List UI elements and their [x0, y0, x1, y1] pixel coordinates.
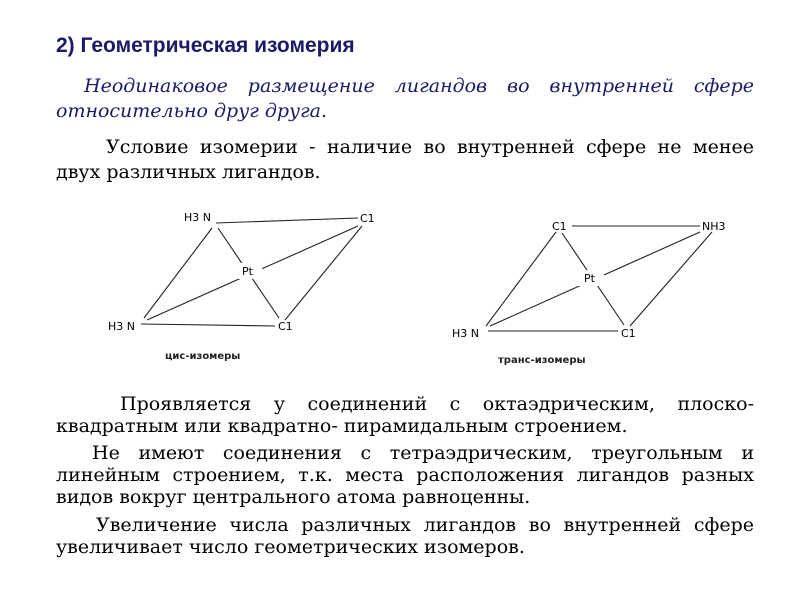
trans-ligand-bottom-left: H3 N	[452, 327, 479, 340]
cis-central-atom: Pt	[242, 265, 253, 278]
trans-central-atom: Pt	[584, 272, 595, 285]
trans-ligand-bottom-right: C1	[621, 327, 636, 340]
trans-isomer-diagram	[452, 220, 726, 366]
cis-bond-left	[144, 228, 212, 318]
slide-heading: 2) Геометрическая изомерия	[56, 34, 355, 57]
cis-ligand-bottom-left: H3 N	[108, 320, 135, 333]
trans-ligand-top-right: NH3	[702, 220, 726, 233]
paragraph-exceptions: Не имеют соединения с тетраэдрическим, треугольным и линейным строением, т.к. места расположения лигандов разных видов вокруг центрального атома равноценны.	[56, 442, 754, 508]
cis-ligand-top-left: H3 N	[184, 211, 211, 224]
cis-isomer-diagram	[108, 211, 375, 362]
isomerism-condition-text: Условие изомерии - наличие во внутренней сфере не менее двух различных лигандов.	[56, 136, 754, 183]
cis-bond-bottom	[141, 324, 275, 326]
paragraph-occurrence: Проявляется у соединений с октаэдрическим, плоско-квадратным или квадратно- пирамидальным строением.	[56, 393, 754, 437]
trans-bond-right	[630, 232, 712, 326]
cis-caption: цис-изомеры	[165, 351, 241, 362]
cis-bond-top	[216, 218, 358, 223]
trans-ligand-top-left: C1	[552, 220, 567, 233]
cis-ligand-top-right: C1	[360, 212, 375, 225]
trans-caption: транс-изомеры	[498, 355, 586, 366]
paragraph-isomer-count: Увеличение числа различных лигандов во внутренней сфере увеличивает число геометрических изомеров.	[56, 514, 754, 558]
cis-bond-right	[285, 226, 362, 320]
cis-ligand-bottom-right: C1	[278, 320, 293, 333]
definition-text: Неодинаковое размещение лигандов во внутренней сфере относительно друг друга.	[56, 75, 754, 122]
